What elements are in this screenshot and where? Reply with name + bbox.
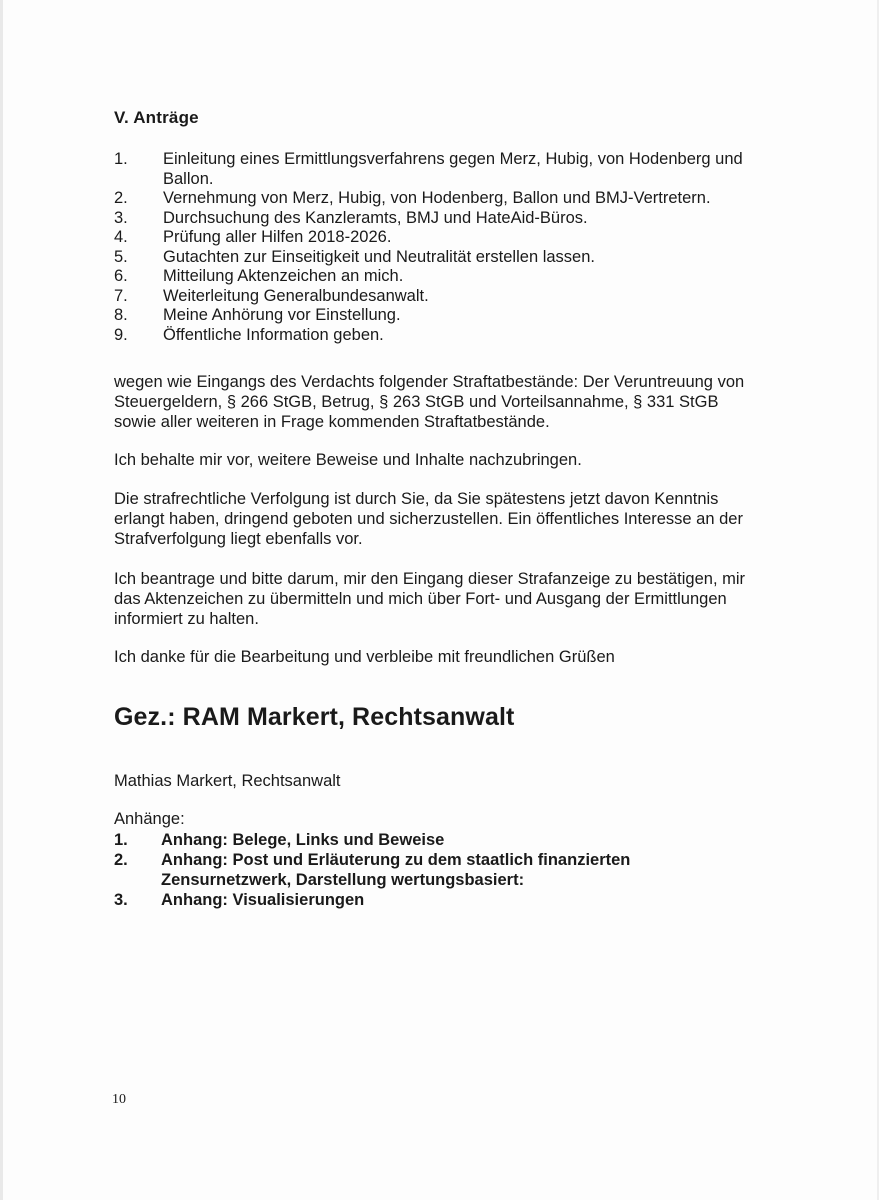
list-item [114,189,754,209]
attachments-list [114,830,714,910]
list-item-number: 1. [114,831,128,849]
list-item-number: 9. [114,325,128,344]
list-item [114,150,754,189]
list-item-text: Öffentliche Information geben. [163,325,384,344]
list-item [114,228,754,248]
list-item [114,248,754,268]
signer-name: Mathias Markert, Rechtsanwalt [114,772,341,790]
list-item-text: Anhang: Belege, Links und Beweise [161,831,445,849]
signature-line: Gez.: RAM Markert, Rechtsanwalt [114,703,515,731]
list-item-text: Meine Anhörung vor Einstellung. [163,306,401,324]
list-item [114,267,754,287]
list-item-number: 2. [114,851,128,869]
closing-paragraph: Ich danke für die Bearbeitung und verbleibe mit freundlichen Grüßen [114,648,615,666]
list-item-number: 1. [114,150,128,168]
list-item-text: Einleitung eines Ermittlungsverfahrens gegen Merz, Hubig, von Hodenberg und Ballon. [163,150,743,188]
list-item [114,287,754,307]
list-item [114,830,714,850]
list-item-text: Gutachten zur Einseitigkeit und Neutralität erstellen lassen. [163,247,595,266]
list-item-text: Weiterleitung Generalbundesanwalt. [163,286,429,305]
list-item [114,850,714,890]
list-item-number: 2. [114,189,128,207]
list-item-number: 3. [114,208,128,227]
section-heading: V. Anträge [114,108,199,127]
list-item-number: 5. [114,247,128,266]
list-item-text: Vernehmung von Merz, Hubig, von Hodenberg, Ballon und BMJ-Vertretern. [163,189,711,207]
list-item-number: 4. [114,228,128,246]
offenses-paragraph: wegen wie Eingangs des Verdachts folgender Straftatbestände: Der Veruntreuung von Steuergeldern, § 266 StGB, Betrug, § 263 StGB und Vorteilsannahme, § 331 StGB sowie aller weiteren in Frage kommenden Straftatbestände. [114,373,745,431]
list-item-number: 6. [114,267,128,285]
attachments-label: Anhänge: [114,810,185,828]
scan-edge-left [0,0,3,1200]
list-item-text: Mitteilung Aktenzeichen an mich. [163,267,404,285]
list-item-text: Prüfung aller Hilfen 2018-2026. [163,228,392,246]
list-item-text: Anhang: Post und Erläuterung zu dem staatlich finanzierten Zensurnetzwerk, Darstellung wertungsbasiert: [161,851,631,889]
list-item-text: Durchsuchung des Kanzleramts, BMJ und HateAid-Büros. [163,208,588,227]
prosecution-paragraph: Die strafrechtliche Verfolgung ist durch Sie, da Sie spätestens jetzt davon Kenntnis erlangt haben, dringend geboten und sicherzustellen. Ein öffentliches Interesse an der Strafverfolgung liegt ebenfalls vor. [114,490,743,548]
reserve-paragraph: Ich behalte mir vor, weitere Beweise und Inhalte nachzubringen. [114,451,582,469]
list-item-number: 3. [114,891,128,909]
page-number: 10 [112,1092,126,1107]
list-item [114,306,754,326]
list-item-number: 8. [114,306,128,324]
list-item-text: Anhang: Visualisierungen [161,891,365,909]
confirmation-request-paragraph: Ich beantrage und bitte darum, mir den Eingang dieser Strafanzeige zu bestätigen, mir das Aktenzeichen zu übermitteln und mich über Fort- und Ausgang der Ermittlungen informiert zu halten. [114,570,746,628]
list-item-number: 7. [114,286,128,305]
list-item [114,326,754,346]
requests-list [114,150,754,345]
list-item [114,209,754,229]
list-item [114,890,714,910]
